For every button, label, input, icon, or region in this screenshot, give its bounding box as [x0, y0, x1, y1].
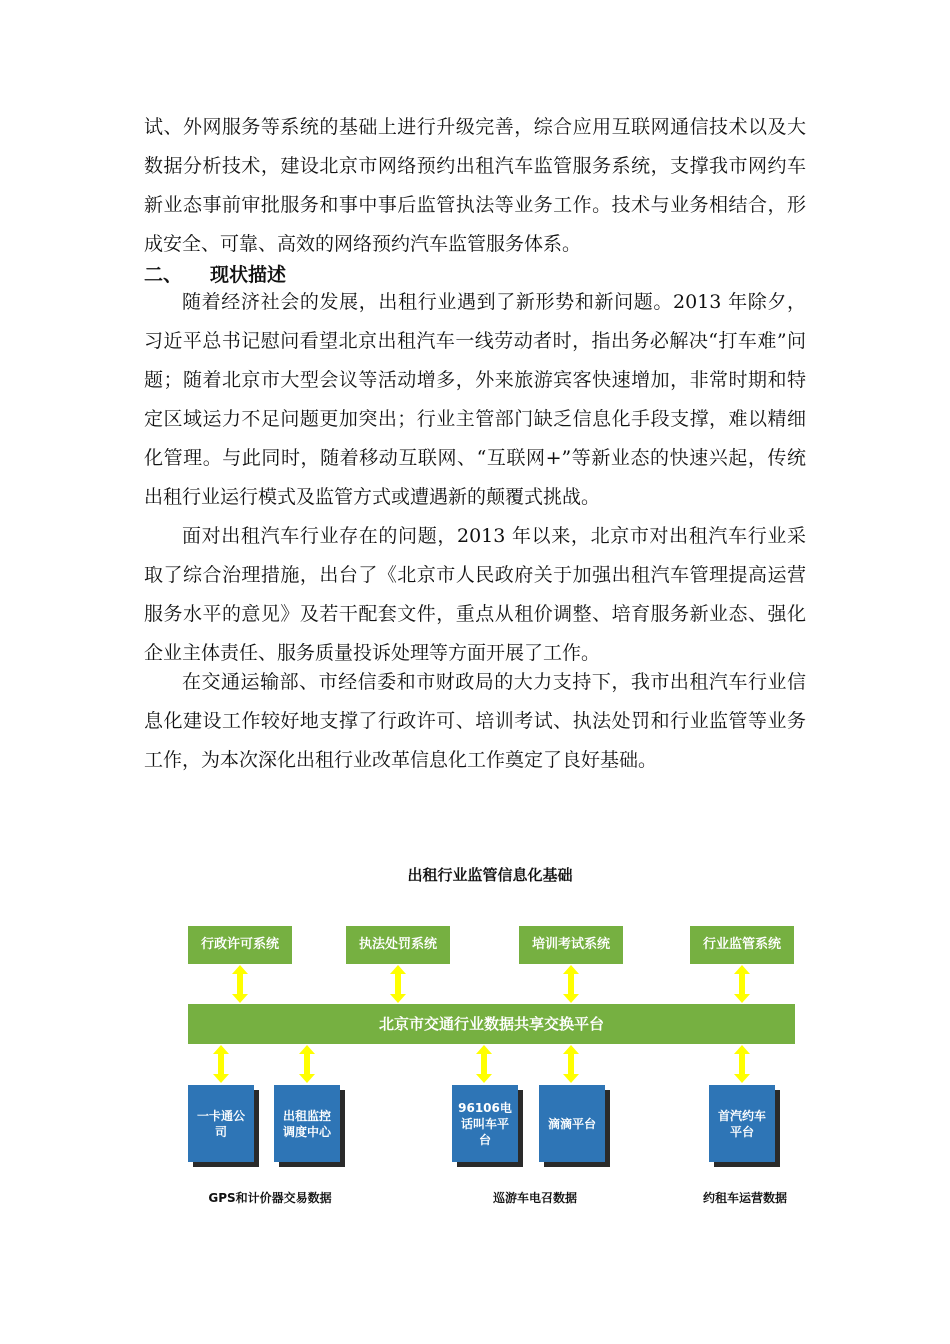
group-label-gps: GPS和计价器交易数据: [208, 1191, 332, 1205]
system-box-training-exam: 培训考试系统: [519, 926, 623, 964]
paragraph-background: 随着经济社会的发展，出租行业遇到了新形势和新问题。2013 年除夕，习近平总书记慰问看望北京出租汽车一线劳动者时，指出务必解决“打车难”问题；随着北京市大型会议等活动增多，外来旅游宾客快速增加，非常时期和特定区域运力不足问题更加突出；行业主管部门缺乏信息化手段支撑，难以精细化管理。与此同时，随着移动互联网、“互联网+”等新业态的快速兴起，传统出租行业运行模式及监管方式或遭遇新的颠覆式挑战。: [144, 291, 806, 508]
section-number: 二、: [144, 264, 183, 286]
source-box-didi: 滴滴平台: [539, 1085, 605, 1162]
source-box-96106: 96106电话叫车平台: [452, 1085, 518, 1162]
paragraph-support: 在交通运输部、市经信委和市财政局的大力支持下，我市出租汽车行业信息化建设工作较好地支撑了行政许可、培训考试、执法处罚和行业监管等业务工作，为本次深化出租行业改革信息化工作奠定了良好基础。: [144, 671, 806, 771]
system-box-industry-supervision: 行业监管系统: [690, 926, 794, 964]
paragraph-measures: 面对出租汽车行业存在的问题，2013 年以来，北京市对出租汽车行业采取了综合治理措施，出台了《北京市人民政府关于加强出租汽车管理提高运营服务水平的意见》及若干配套文件，重点从租价调整、培育服务新业态、强化企业主体责任、服务质量投诉处理等方面开展了工作。: [144, 525, 806, 664]
source-box-shouqi: 首汽约车平台: [709, 1085, 775, 1162]
diagram-title: 出租行业监管信息化基础: [407, 866, 573, 884]
double-arrow-icon: [732, 964, 752, 1004]
double-arrow-icon: [230, 964, 250, 1004]
double-arrow-icon: [388, 964, 408, 1004]
system-box-admin-permit: 行政许可系统: [188, 926, 292, 964]
double-arrow-icon: [297, 1044, 317, 1084]
paragraph-intro: 试、外网服务等系统的基础上进行升级完善，综合应用互联网通信技术以及大数据分析技术，建设北京市网络预约出租汽车监管服务系统，支撑我市网约车新业态事前审批服务和事中事后监管执法等业务工作。技术与业务相结合，形成安全、可靠、高效的网络预约汽车监管服务体系。: [144, 116, 806, 255]
double-arrow-icon: [732, 1044, 752, 1084]
system-box-enforcement: 执法处罚系统: [346, 926, 450, 964]
source-box-yikatong: 一卡通公司: [188, 1085, 254, 1162]
group-label-cruise: 巡游车电召数据: [492, 1191, 577, 1205]
data-exchange-platform: 北京市交通行业数据共享交换平台: [188, 1004, 795, 1044]
source-box-dispatch-center: 出租监控调度中心: [274, 1085, 340, 1162]
double-arrow-icon: [561, 964, 581, 1004]
double-arrow-icon: [211, 1044, 231, 1084]
group-label-ride-hailing: 约租车运营数据: [702, 1191, 787, 1205]
double-arrow-icon: [474, 1044, 494, 1084]
supervision-diagram: [0, 850, 950, 1230]
section-title: 现状描述: [210, 264, 287, 286]
double-arrow-icon: [561, 1044, 581, 1084]
